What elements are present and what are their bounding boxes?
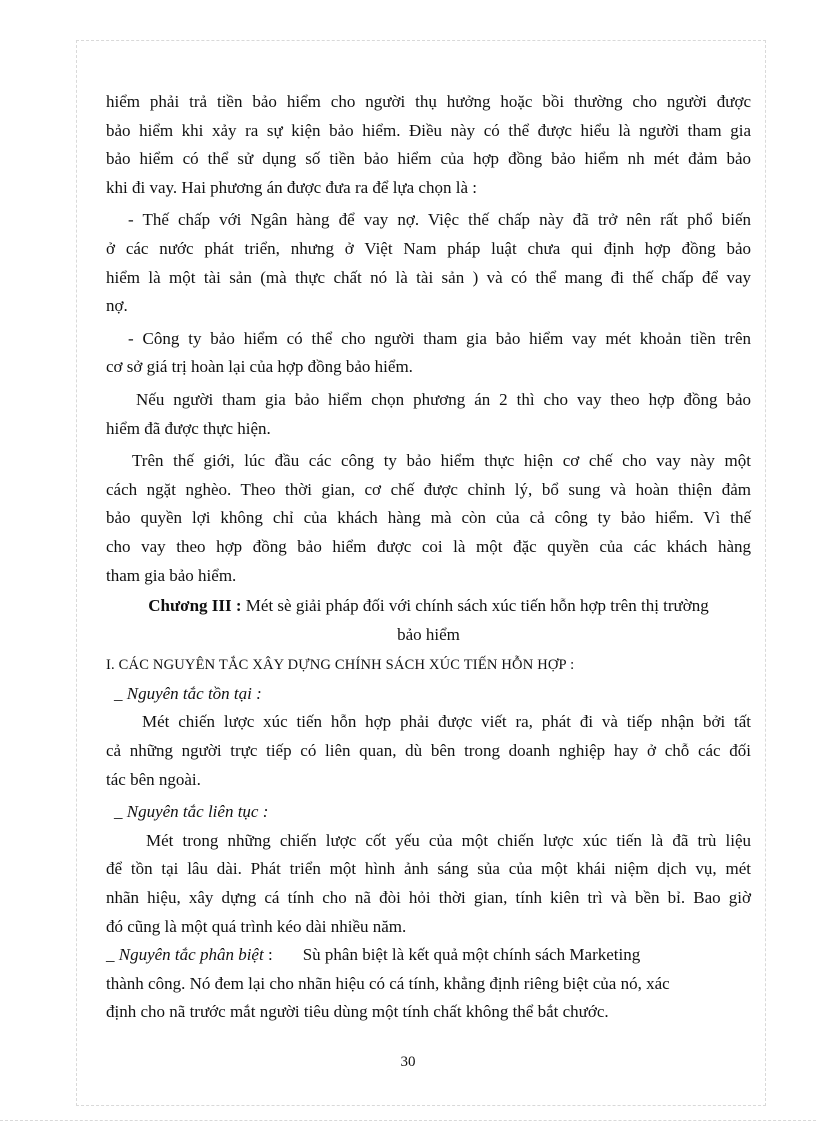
paragraph-world-practice (106, 447, 751, 590)
paragraph-insurance-loan (106, 88, 751, 202)
chapter-label: Chương III : (148, 596, 242, 616)
text-line: hiểm đã được thực hiện. (106, 418, 271, 438)
page-number: 30 (400, 1054, 416, 1070)
section-heading: I. CÁC NGUYÊN TẮC XÂY DỰNG CHÍNH SÁCH XÚC TIẾN HỖN HỢP : (106, 657, 575, 674)
text-line: tác bên ngoài. (106, 769, 201, 789)
text-line: nhãn hiệu, xây dựng cá tính cho nã đòi hỏi thời gian, tính kiên trì và bền bỉ. Bao giờ (106, 888, 751, 908)
principle-title-continuity: _ Nguyên tắc liên tục : (114, 802, 269, 822)
text-line: thành công. Nó đem lại cho nhãn hiệu có cá tính, khẳng định riêng biệt của nó, xác (106, 973, 670, 993)
paragraph-principle-distinction (106, 941, 751, 1027)
bottom-rule (0, 1120, 816, 1121)
principle-title-distinction: _ Nguyên tắc phân biệt (106, 945, 264, 965)
text-line: Trên thế giới, lúc đầu các công ty bảo hiểm thực hiện cơ chế cho vay này một (132, 451, 751, 471)
text-line: - Thế chấp với Ngân hàng để vay nợ. Việc thế chấp này đã trở nên rất phổ biến (128, 210, 751, 230)
chapter-title-line (106, 592, 751, 621)
text-line: ở các nước phát triển, nhưng ở Việt Nam pháp luật chưa qui định hợp đồng bảo (106, 238, 751, 258)
paragraph-option-company-loan (106, 325, 751, 382)
principle-title-existence: _ Nguyên tắc tồn tại : (114, 683, 262, 703)
chapter-title-continued: bảo hiểm (397, 624, 460, 644)
chapter-title: Mét sè giải pháp đối với chính sách xúc tiến hỗn hợp trên thị trường (245, 596, 709, 616)
paragraph-option-mortgage (106, 206, 751, 320)
text-line: hiểm là một tài sản (mà thực chất nó là tài sản ) và có thể mang đi thế chấp để vay (106, 267, 751, 287)
text-line: - Công ty bảo hiểm có thể cho người tham gia bảo hiểm vay mét khoản tiền trên (128, 328, 751, 348)
text-line: bảo hiểm có thể sử dụng số tiền bảo hiểm của hợp đồng bảo hiểm nh mét đảm bảo (106, 149, 751, 169)
text-line: đó cũng là một quá trình kéo dài nhiều năm. (106, 916, 407, 936)
text-line: cho vay theo hợp đồng bảo hiểm được coi là một đặc quyền của các khách hàng (106, 536, 751, 556)
text-line: để tồn tại lâu dài. Phát triển một hình ảnh sáng sủa của một khái niệm dịch vụ, mét (106, 859, 751, 879)
text-line: cơ sở giá trị hoàn lại của hợp đồng bảo hiểm. (106, 357, 413, 377)
text-line: khi đi vay. Hai phương án được đưa ra để lựa chọn là : (106, 177, 477, 197)
paragraph-principle-continuity (106, 827, 751, 941)
distinction-first-line: Sù phân biệt là kết quả một chính sách Marketing (302, 945, 641, 965)
principle-colon: : (267, 945, 273, 965)
text-line: Mét trong những chiến lược cốt yếu của một chiến lược xúc tiến là đã trù liệu (146, 830, 751, 850)
text-line: cách ngặt nghèo. Theo thời gian, cơ chế được chỉnh lý, bổ sung và hoàn thiện đảm (106, 479, 751, 499)
text-line: Mét chiến lược xúc tiến hỗn hợp phải được viết ra, phát đi và tiếp nhận bởi tất (142, 712, 751, 732)
chapter-heading (106, 592, 751, 649)
text-line: nợ. (106, 296, 128, 316)
text-line: định cho nã trước mắt người tiêu dùng một tính chất không thể bắt chước. (106, 1002, 609, 1022)
text-line: tham gia bảo hiểm. (106, 565, 237, 585)
text-line: cả những người trực tiếp có liên quan, dù bên trong doanh nghiệp hay ở chỗ các đối (106, 741, 751, 761)
paragraph-option-choice (106, 386, 751, 443)
document-body (106, 88, 751, 1027)
text-line: hiểm phải trả tiền bảo hiểm cho người thụ hưởng hoặc bồi thường cho người được (106, 92, 751, 111)
paragraph-principle-existence (106, 708, 751, 794)
text-line (106, 941, 751, 970)
text-line: bảo quyền lợi không chỉ của khách hàng mà còn của cả công ty bảo hiểm. Vì thế (106, 508, 751, 528)
text-line: bảo hiểm khi xảy ra sự kiện bảo hiểm. Điều này có thể được hiểu là người tham gia (106, 120, 751, 140)
text-line: Nếu người tham gia bảo hiểm chọn phương án 2 thì cho vay theo hợp đồng bảo (136, 389, 751, 409)
